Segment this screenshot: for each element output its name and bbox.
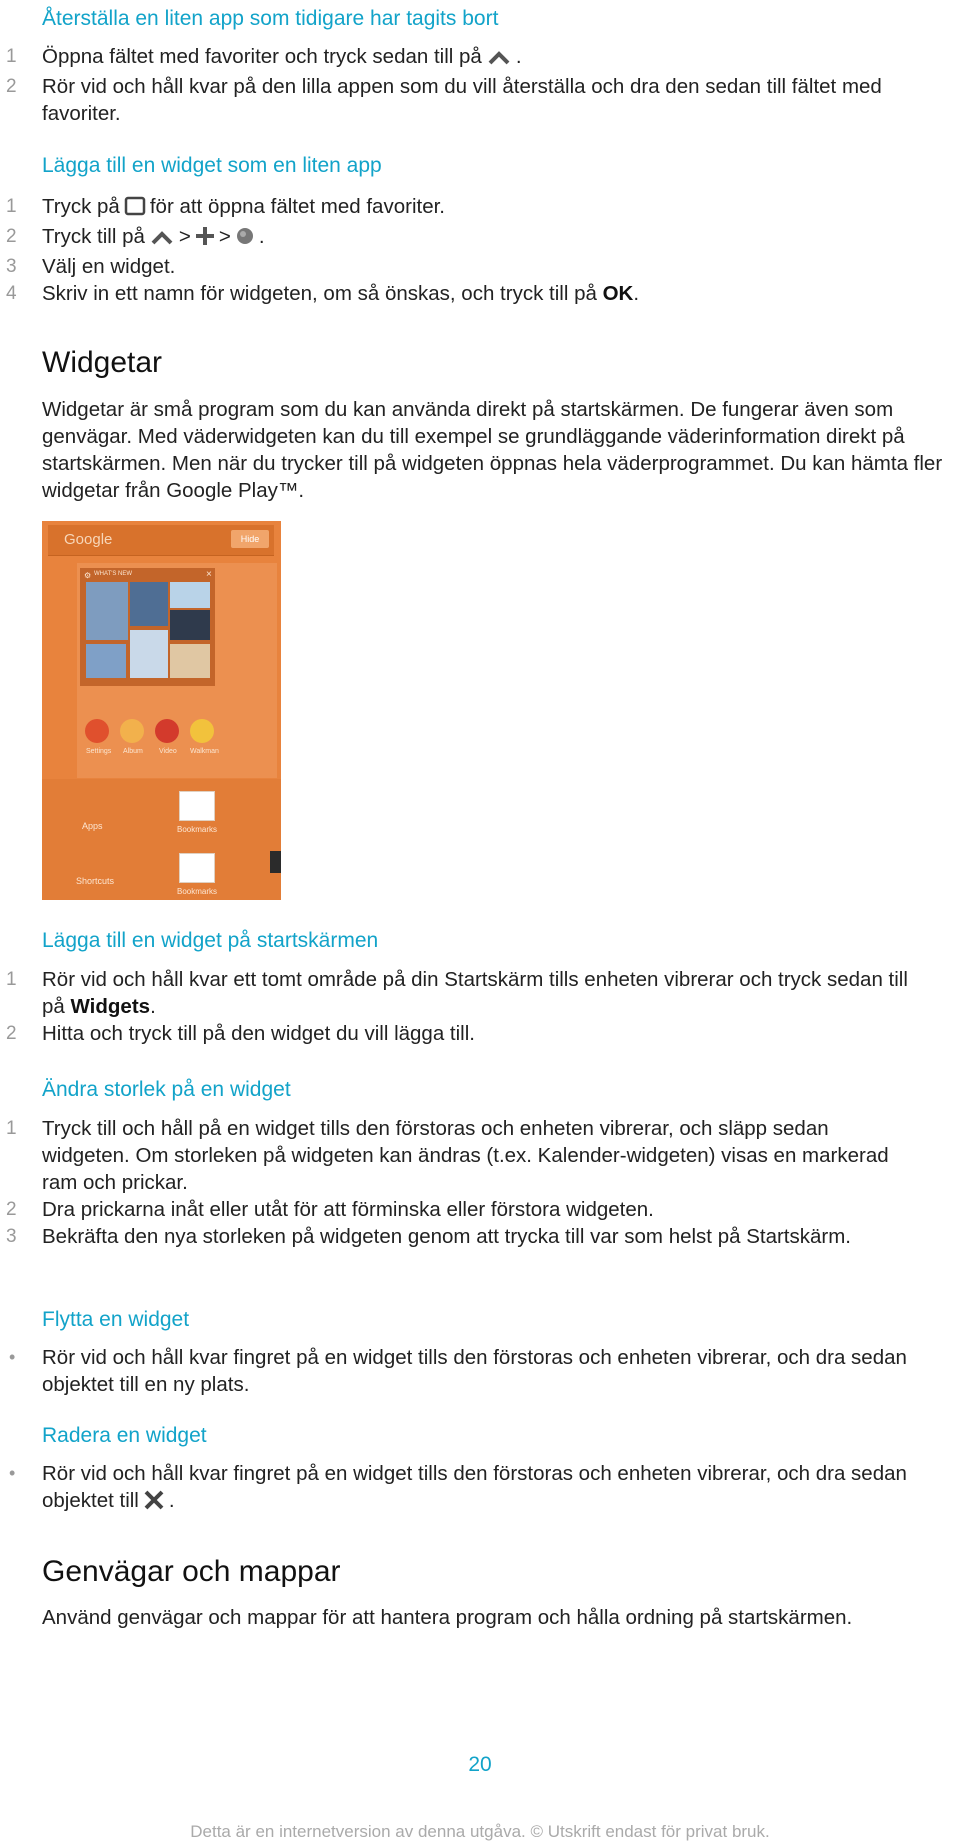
separator: > <box>218 225 231 248</box>
page-number: 20 <box>468 1753 492 1776</box>
dock-label: Walkman <box>190 748 219 755</box>
section-heading-delete: Radera en widget <box>42 1424 207 1447</box>
list-item <box>0 1196 920 1223</box>
section-title-shortcuts: Genvägar och mappar <box>42 1555 341 1588</box>
footer-note: Detta är en internetversion av denna utgåva. © Utskrift endast för privat bruk. <box>190 1822 770 1841</box>
step-text: Tryck till och håll på en widget tills den förstoras och enheten vibrerar, och släpp sedan widgeten. Om storleken på widgeten kan ändras (t.ex. Kalender-widgeten) visas en markerad ram och prickar. <box>42 1117 889 1194</box>
section-heading-resize: Ändra storlek på en widget <box>42 1078 291 1101</box>
album-icon <box>120 719 144 743</box>
step-text: Bekräfta den nya storleken på widgeten genom att trycka till var som helst på Startskärm. <box>42 1225 851 1248</box>
homescreen-screenshot <box>42 521 281 900</box>
list-item <box>0 1344 920 1398</box>
list-item <box>0 253 920 280</box>
step-text: Tryck på <box>42 195 120 218</box>
google-search-bar <box>48 525 274 556</box>
thumbnail <box>130 582 168 626</box>
section-heading-move: Flytta en widget <box>42 1308 190 1331</box>
whats-new-widget <box>80 568 215 686</box>
bookmarks-widget-preview <box>179 853 215 883</box>
widget-icon <box>235 226 255 253</box>
list-item <box>0 280 920 307</box>
ok-label: OK <box>602 282 634 305</box>
step-text-end: . <box>515 45 522 68</box>
chevron-up-icon <box>149 226 175 253</box>
step-text: Rör vid och håll kvar på den lilla appen som du vill återställa och dra den sedan till fältet med favoriter. <box>42 75 882 125</box>
dock-label: Video <box>159 748 177 755</box>
thumbnail <box>130 630 168 678</box>
steps-resize <box>0 1115 920 1250</box>
steps-widget-small-app <box>0 193 920 307</box>
settings-icon <box>85 719 109 743</box>
widget-picker <box>42 779 281 900</box>
thumbnail <box>170 610 210 640</box>
step-number: 4 <box>6 283 17 304</box>
bookmarks-label: Bookmarks <box>177 825 218 834</box>
step-number: 1 <box>6 1118 17 1139</box>
thumbnail <box>86 644 126 678</box>
step-text-end: . <box>258 225 265 248</box>
step-text: Välj en widget. <box>42 255 176 278</box>
thumbnail <box>170 582 210 608</box>
list-item <box>0 966 920 1020</box>
separator: > <box>178 225 191 248</box>
walkman-icon <box>190 719 214 743</box>
step-number: 1 <box>6 196 17 217</box>
step-number: 2 <box>6 1023 17 1044</box>
step-text: Dra prickarna inåt eller utåt för att förminska eller förstora widgeten. <box>42 1198 654 1221</box>
step-text: Rör vid och håll kvar fingret på en widget tills den förstoras och enheten vibrerar, och dra sedan objektet till en ny plats. <box>42 1346 907 1396</box>
dock-label: Settings <box>86 748 112 755</box>
step-text-end: för att öppna fältet med favoriter. <box>149 195 445 218</box>
gear-icon: ⚙ <box>84 571 92 580</box>
step-number: 1 <box>6 969 17 990</box>
list-item <box>0 1020 920 1047</box>
steps-restore <box>0 43 920 127</box>
step-text: Rör vid och håll kvar fingret på en widget tills den förstoras och enheten vibrerar, och dra sedan objektet till <box>42 1462 907 1512</box>
bookmarks-widget-preview <box>179 791 215 821</box>
step-text-end: . <box>168 1489 175 1512</box>
shortcuts-label: Shortcuts <box>76 876 115 886</box>
section-heading-widget-small-app: Lägga till en widget som en liten app <box>42 154 382 177</box>
list-item <box>0 73 920 127</box>
list-item <box>0 193 920 223</box>
section-title-widgets: Widgetar <box>42 346 163 379</box>
section-heading-restore: Återställa en liten app som tidigare har tagits bort <box>42 7 499 30</box>
list-item <box>0 43 920 73</box>
widgets-body: Widgetar är små program som du kan använda direkt på startskärmen. De fungerar även som genvägar. Med väderwidgeten kan du till exempel se grundläggande väderinformation direkt på startskärmen. Men när du trycker till på widgeten öppnas hela väderprogrammet. Du kan hämta fler widgetar från Google Play™. <box>42 398 943 502</box>
dock-label: Album <box>123 748 143 755</box>
step-number: 3 <box>6 256 17 277</box>
bookmarks-label: Bookmarks <box>177 887 218 896</box>
plus-icon <box>195 226 215 253</box>
bullet: • <box>9 1347 16 1367</box>
google-hide-button: Hide <box>231 530 269 548</box>
list-item <box>0 223 920 253</box>
list-item <box>0 1460 920 1517</box>
step-text: Skriv in ett namn för widgeten, om så önskas, och tryck till på <box>42 282 597 305</box>
delete-x-icon <box>143 1490 165 1517</box>
card-title: WHAT'S NEW <box>94 571 133 577</box>
apps-label: Apps <box>82 821 103 831</box>
step-number: 2 <box>6 1199 17 1220</box>
scroll-indicator <box>270 851 281 873</box>
step-text: Rör vid och håll kvar ett tomt område på din Startskärm tills enheten vibrerar och tryck sedan till på <box>42 968 908 1018</box>
chevron-up-icon <box>486 46 512 73</box>
steps-delete <box>0 1460 920 1517</box>
google-logo: Google <box>64 531 113 548</box>
shortcuts-body: Använd genvägar och mappar för att hantera program och hålla ordning på startskärmen. <box>42 1606 853 1629</box>
list-item <box>0 1223 920 1250</box>
step-text: Hitta och tryck till på den widget du vill lägga till. <box>42 1022 475 1045</box>
steps-add-widget <box>0 966 920 1047</box>
step-number: 1 <box>6 46 17 67</box>
step-text-end: . <box>633 282 640 305</box>
step-number: 2 <box>6 76 17 97</box>
video-icon <box>155 719 179 743</box>
step-text-end: . <box>150 995 156 1018</box>
step-number: 2 <box>6 226 17 247</box>
bullet: • <box>9 1463 16 1483</box>
square-icon <box>124 196 146 223</box>
thumbnail <box>170 644 210 678</box>
section-heading-add-widget: Lägga till en widget på startskärmen <box>42 929 379 952</box>
step-text: Öppna fältet med favoriter och tryck sedan till på <box>42 45 482 68</box>
thumbnail <box>86 582 128 640</box>
step-text: Tryck till på <box>42 225 145 248</box>
step-number: 3 <box>6 1226 17 1247</box>
close-icon: × <box>206 569 212 580</box>
widgets-label: Widgets <box>70 995 151 1018</box>
steps-move <box>0 1344 920 1398</box>
list-item <box>0 1115 920 1196</box>
